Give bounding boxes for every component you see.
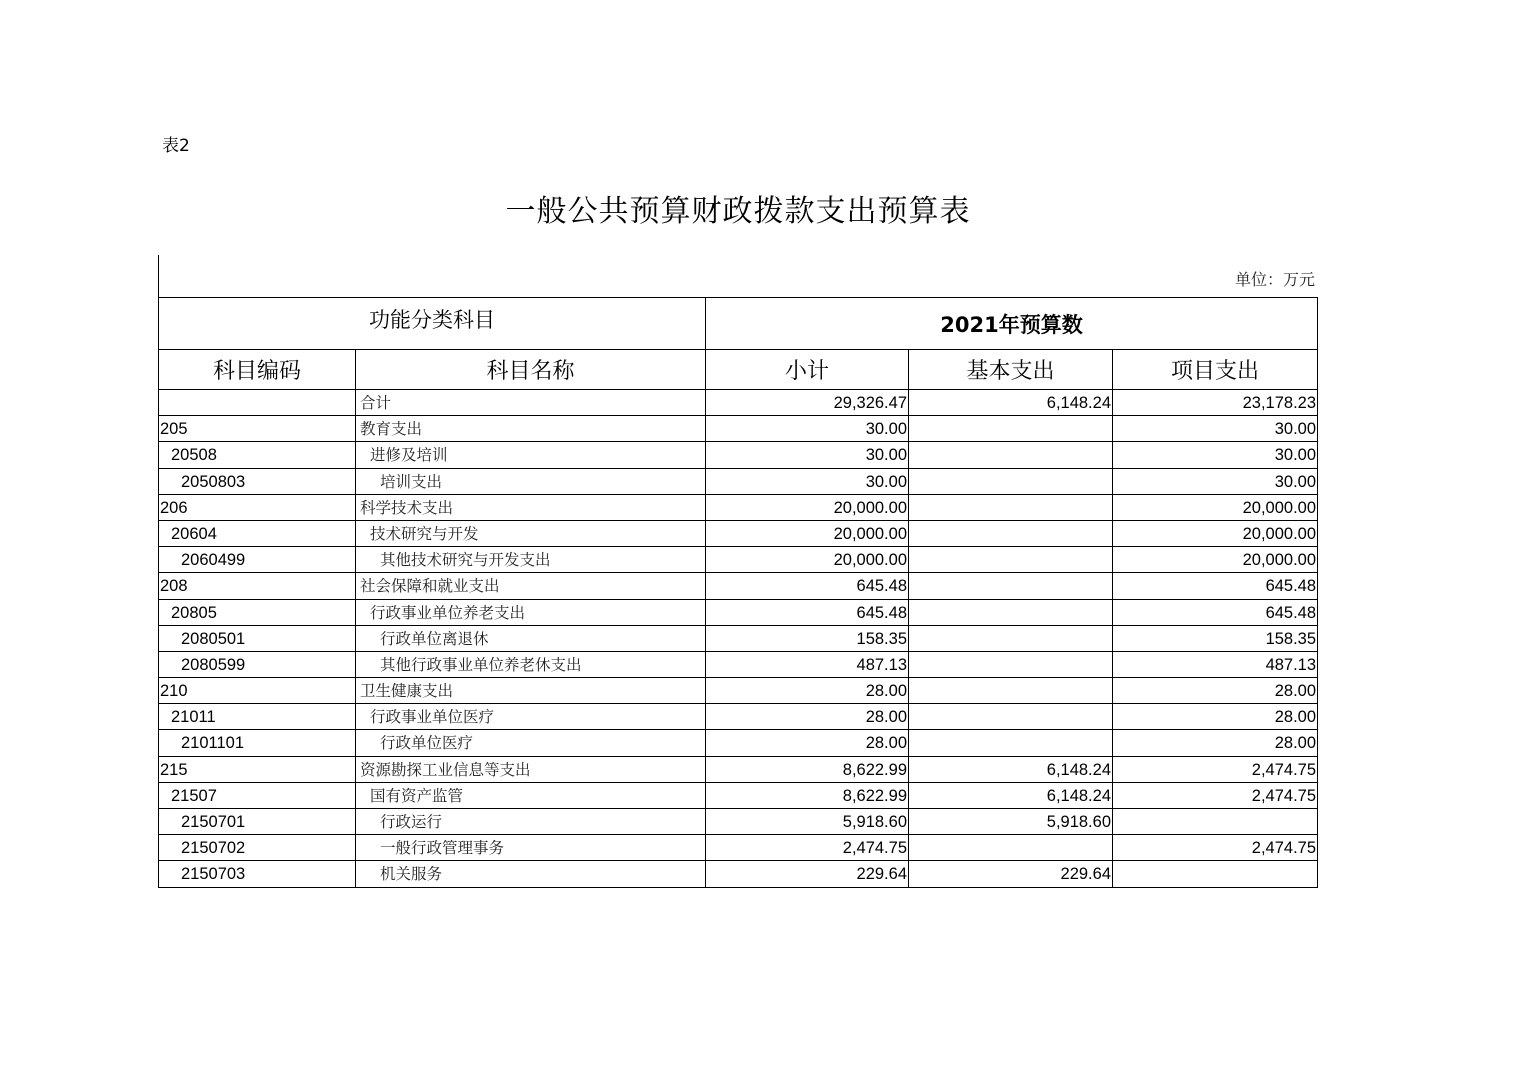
- cell-basic-expense: [909, 494, 1113, 520]
- cell-basic-expense: 5,918.60: [909, 809, 1113, 835]
- table-row: [159, 756, 1318, 782]
- cell-subtotal: 487.13: [706, 651, 909, 677]
- budget-table: [158, 297, 1318, 888]
- cell-project-expense: 20,000.00: [1113, 520, 1318, 546]
- cell-basic-expense: [909, 573, 1113, 599]
- table-row: [159, 625, 1318, 651]
- cell-subtotal: 20,000.00: [706, 547, 909, 573]
- cell-subtotal: 30.00: [706, 416, 909, 442]
- cell-name: 行政运行: [356, 809, 706, 835]
- cell-code: 2101101: [159, 730, 356, 756]
- cell-project-expense: [1113, 861, 1318, 887]
- cell-project-expense: 645.48: [1113, 573, 1318, 599]
- cell-subtotal: 30.00: [706, 442, 909, 468]
- table-row: [159, 782, 1318, 808]
- cell-subtotal: 28.00: [706, 678, 909, 704]
- cell-name: 其他技术研究与开发支出: [356, 547, 706, 573]
- cell-basic-expense: 6,148.24: [909, 390, 1113, 416]
- cell-code: 2080501: [159, 625, 356, 651]
- table-number-label: 表2: [162, 136, 190, 156]
- cell-basic-expense: [909, 651, 1113, 677]
- cell-name: 技术研究与开发: [356, 520, 706, 546]
- table-row: [159, 416, 1318, 442]
- cell-subtotal: 5,918.60: [706, 809, 909, 835]
- cell-subtotal: 645.48: [706, 599, 909, 625]
- table-row: [159, 494, 1318, 520]
- cell-name: 国有资产监管: [356, 782, 706, 808]
- cell-code: 2150701: [159, 809, 356, 835]
- header-functional-category: 功能分类科目: [159, 298, 706, 350]
- cell-name: 资源勘探工业信息等支出: [356, 756, 706, 782]
- cell-subtotal: 28.00: [706, 730, 909, 756]
- cell-subtotal: 20,000.00: [706, 494, 909, 520]
- table-row: [159, 547, 1318, 573]
- header-basic-expense: 基本支出: [909, 350, 1113, 390]
- cell-basic-expense: [909, 678, 1113, 704]
- cell-subtotal: 229.64: [706, 861, 909, 887]
- cell-project-expense: 28.00: [1113, 704, 1318, 730]
- header-name: 科目名称: [356, 350, 706, 390]
- cell-basic-expense: 6,148.24: [909, 756, 1113, 782]
- cell-project-expense: 30.00: [1113, 468, 1318, 494]
- cell-name: 行政事业单位养老支出: [356, 599, 706, 625]
- table-row: [159, 809, 1318, 835]
- table-row: [159, 468, 1318, 494]
- cell-basic-expense: [909, 835, 1113, 861]
- cell-subtotal: 28.00: [706, 704, 909, 730]
- table-body: [159, 390, 1318, 888]
- cell-code: 208: [159, 573, 356, 599]
- table-row: [159, 390, 1318, 416]
- cell-project-expense: 23,178.23: [1113, 390, 1318, 416]
- unit-label: 单位：万元: [1234, 270, 1315, 289]
- cell-code: 21011: [159, 704, 356, 730]
- cell-project-expense: 2,474.75: [1113, 756, 1318, 782]
- cell-project-expense: [1113, 809, 1318, 835]
- cell-code: 2150703: [159, 861, 356, 887]
- cell-code: 206: [159, 494, 356, 520]
- header-code: 科目编码: [159, 350, 356, 390]
- cell-basic-expense: [909, 468, 1113, 494]
- header-budget-year: 2021年预算数: [706, 298, 1318, 350]
- header-column-row: [159, 350, 1318, 390]
- cell-basic-expense: [909, 442, 1113, 468]
- cell-code: 2050803: [159, 468, 356, 494]
- table-row: [159, 835, 1318, 861]
- cell-basic-expense: 229.64: [909, 861, 1113, 887]
- cell-basic-expense: [909, 416, 1113, 442]
- page-title: 一般公共预算财政拨款支出预算表: [505, 194, 971, 229]
- cell-code: 2060499: [159, 547, 356, 573]
- cell-project-expense: 30.00: [1113, 442, 1318, 468]
- cell-code: 20805: [159, 599, 356, 625]
- header-project-expense: 项目支出: [1113, 350, 1318, 390]
- cell-name: 卫生健康支出: [356, 678, 706, 704]
- cell-subtotal: 8,622.99: [706, 756, 909, 782]
- cell-project-expense: 28.00: [1113, 730, 1318, 756]
- cell-project-expense: 2,474.75: [1113, 782, 1318, 808]
- cell-name: 合计: [356, 390, 706, 416]
- table-row: [159, 651, 1318, 677]
- table-row: [159, 704, 1318, 730]
- cell-code: 20604: [159, 520, 356, 546]
- header-group-row: [159, 298, 1318, 350]
- cell-code: 21507: [159, 782, 356, 808]
- table-row: [159, 861, 1318, 887]
- cell-code: 2080599: [159, 651, 356, 677]
- cell-basic-expense: [909, 730, 1113, 756]
- cell-basic-expense: [909, 520, 1113, 546]
- cell-code: 20508: [159, 442, 356, 468]
- table-row: [159, 678, 1318, 704]
- cell-name: 培训支出: [356, 468, 706, 494]
- cell-project-expense: 28.00: [1113, 678, 1318, 704]
- unit-row: [158, 255, 1317, 297]
- cell-name: 其他行政事业单位养老休支出: [356, 651, 706, 677]
- cell-subtotal: 158.35: [706, 625, 909, 651]
- cell-project-expense: 20,000.00: [1113, 494, 1318, 520]
- cell-subtotal: 20,000.00: [706, 520, 909, 546]
- cell-name: 教育支出: [356, 416, 706, 442]
- cell-project-expense: 158.35: [1113, 625, 1318, 651]
- cell-subtotal: 8,622.99: [706, 782, 909, 808]
- table-row: [159, 599, 1318, 625]
- cell-name: 科学技术支出: [356, 494, 706, 520]
- cell-basic-expense: [909, 625, 1113, 651]
- cell-code: 210: [159, 678, 356, 704]
- cell-basic-expense: [909, 704, 1113, 730]
- cell-basic-expense: [909, 599, 1113, 625]
- table-row: [159, 442, 1318, 468]
- cell-project-expense: 2,474.75: [1113, 835, 1318, 861]
- cell-subtotal: 29,326.47: [706, 390, 909, 416]
- table-row: [159, 573, 1318, 599]
- cell-project-expense: 20,000.00: [1113, 547, 1318, 573]
- header-subtotal: 小计: [706, 350, 909, 390]
- cell-name: 行政单位离退休: [356, 625, 706, 651]
- cell-code: 205: [159, 416, 356, 442]
- cell-name: 一般行政管理事务: [356, 835, 706, 861]
- cell-code: [159, 390, 356, 416]
- cell-name: 行政单位医疗: [356, 730, 706, 756]
- cell-code: 215: [159, 756, 356, 782]
- cell-project-expense: 645.48: [1113, 599, 1318, 625]
- cell-name: 机关服务: [356, 861, 706, 887]
- cell-project-expense: 30.00: [1113, 416, 1318, 442]
- cell-basic-expense: 6,148.24: [909, 782, 1113, 808]
- cell-subtotal: 30.00: [706, 468, 909, 494]
- cell-name: 进修及培训: [356, 442, 706, 468]
- table-row: [159, 730, 1318, 756]
- cell-project-expense: 487.13: [1113, 651, 1318, 677]
- cell-subtotal: 645.48: [706, 573, 909, 599]
- table-row: [159, 520, 1318, 546]
- cell-code: 2150702: [159, 835, 356, 861]
- cell-name: 社会保障和就业支出: [356, 573, 706, 599]
- cell-name: 行政事业单位医疗: [356, 704, 706, 730]
- cell-subtotal: 2,474.75: [706, 835, 909, 861]
- cell-basic-expense: [909, 547, 1113, 573]
